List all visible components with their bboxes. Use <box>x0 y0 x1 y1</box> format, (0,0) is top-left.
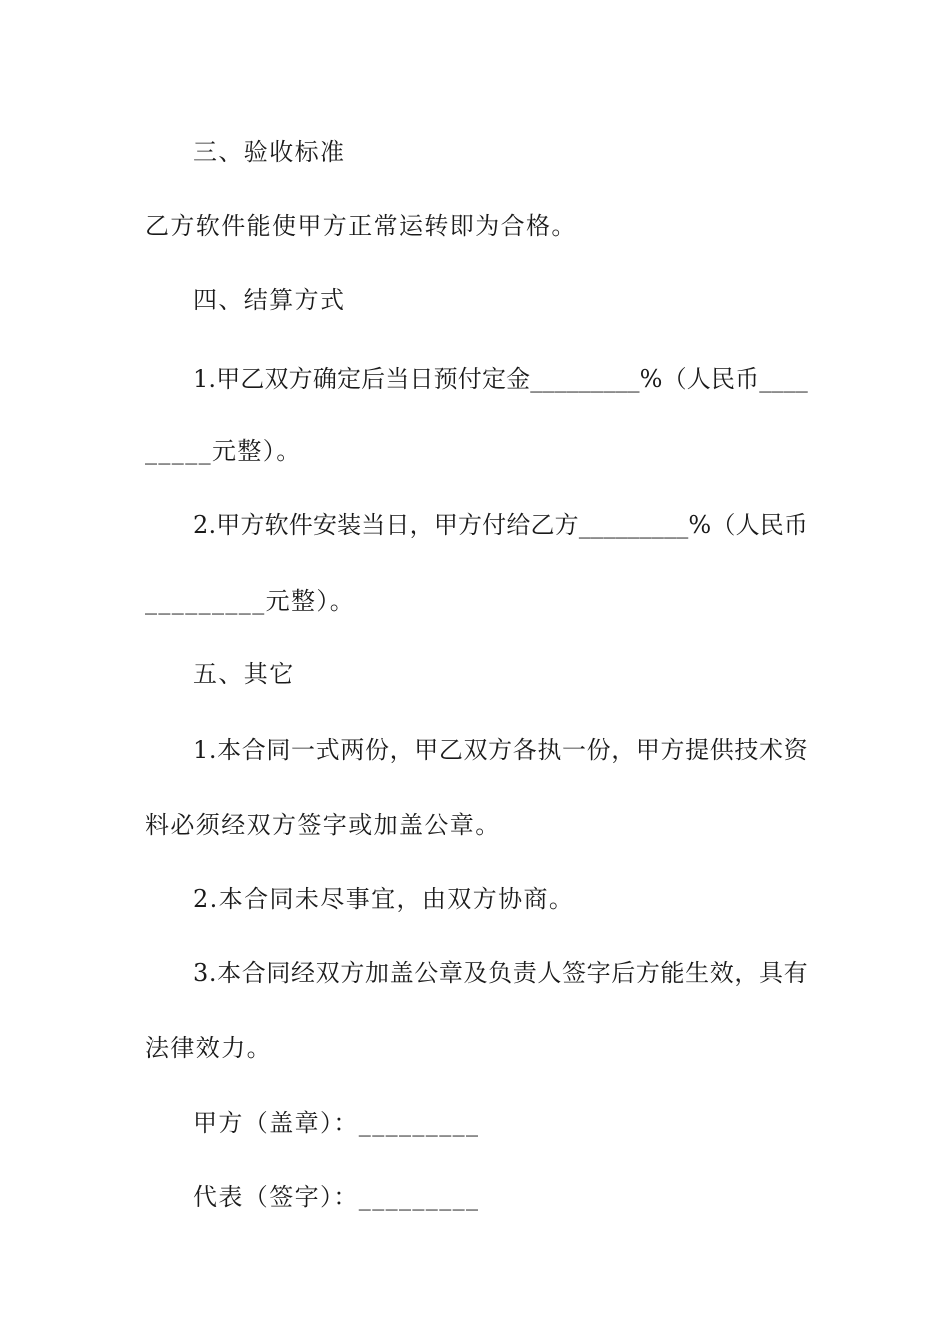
item4-2-line2: _________元整）。 <box>145 587 356 615</box>
item5-3-line1: 3.本合同经双方加盖公章及负责人签字后方能生效，具有 <box>193 959 809 987</box>
party-a-seal-line: 甲方（盖章）：_________ <box>193 1109 480 1137</box>
item5-2: 2.本合同未尽事宜，由双方协商。 <box>193 885 575 913</box>
section4-heading: 四、结算方式 <box>193 286 346 314</box>
item4-2-line1: 2.甲方软件安装当日，甲方付给乙方_________%（人民币 <box>193 511 809 539</box>
item4-1-line1: 1.甲乙双方确定后当日预付定金_________%（人民币____ <box>193 365 808 393</box>
section3-heading: 三、验收标准 <box>193 138 346 166</box>
item4-1-line2: _____元整）。 <box>145 437 302 465</box>
section5-heading: 五、其它 <box>193 660 295 688</box>
item5-3-line2: 法律效力。 <box>145 1034 272 1062</box>
section3-text: 乙方软件能使甲方正常运转即为合格。 <box>145 212 577 240</box>
representative-signature-line: 代表（签字）：_________ <box>193 1183 480 1211</box>
item5-1-line1: 1.本合同一式两份，甲乙双方各执一份，甲方提供技术资 <box>193 736 809 764</box>
item5-1-line2: 料必须经双方签字或加盖公章。 <box>145 811 501 839</box>
